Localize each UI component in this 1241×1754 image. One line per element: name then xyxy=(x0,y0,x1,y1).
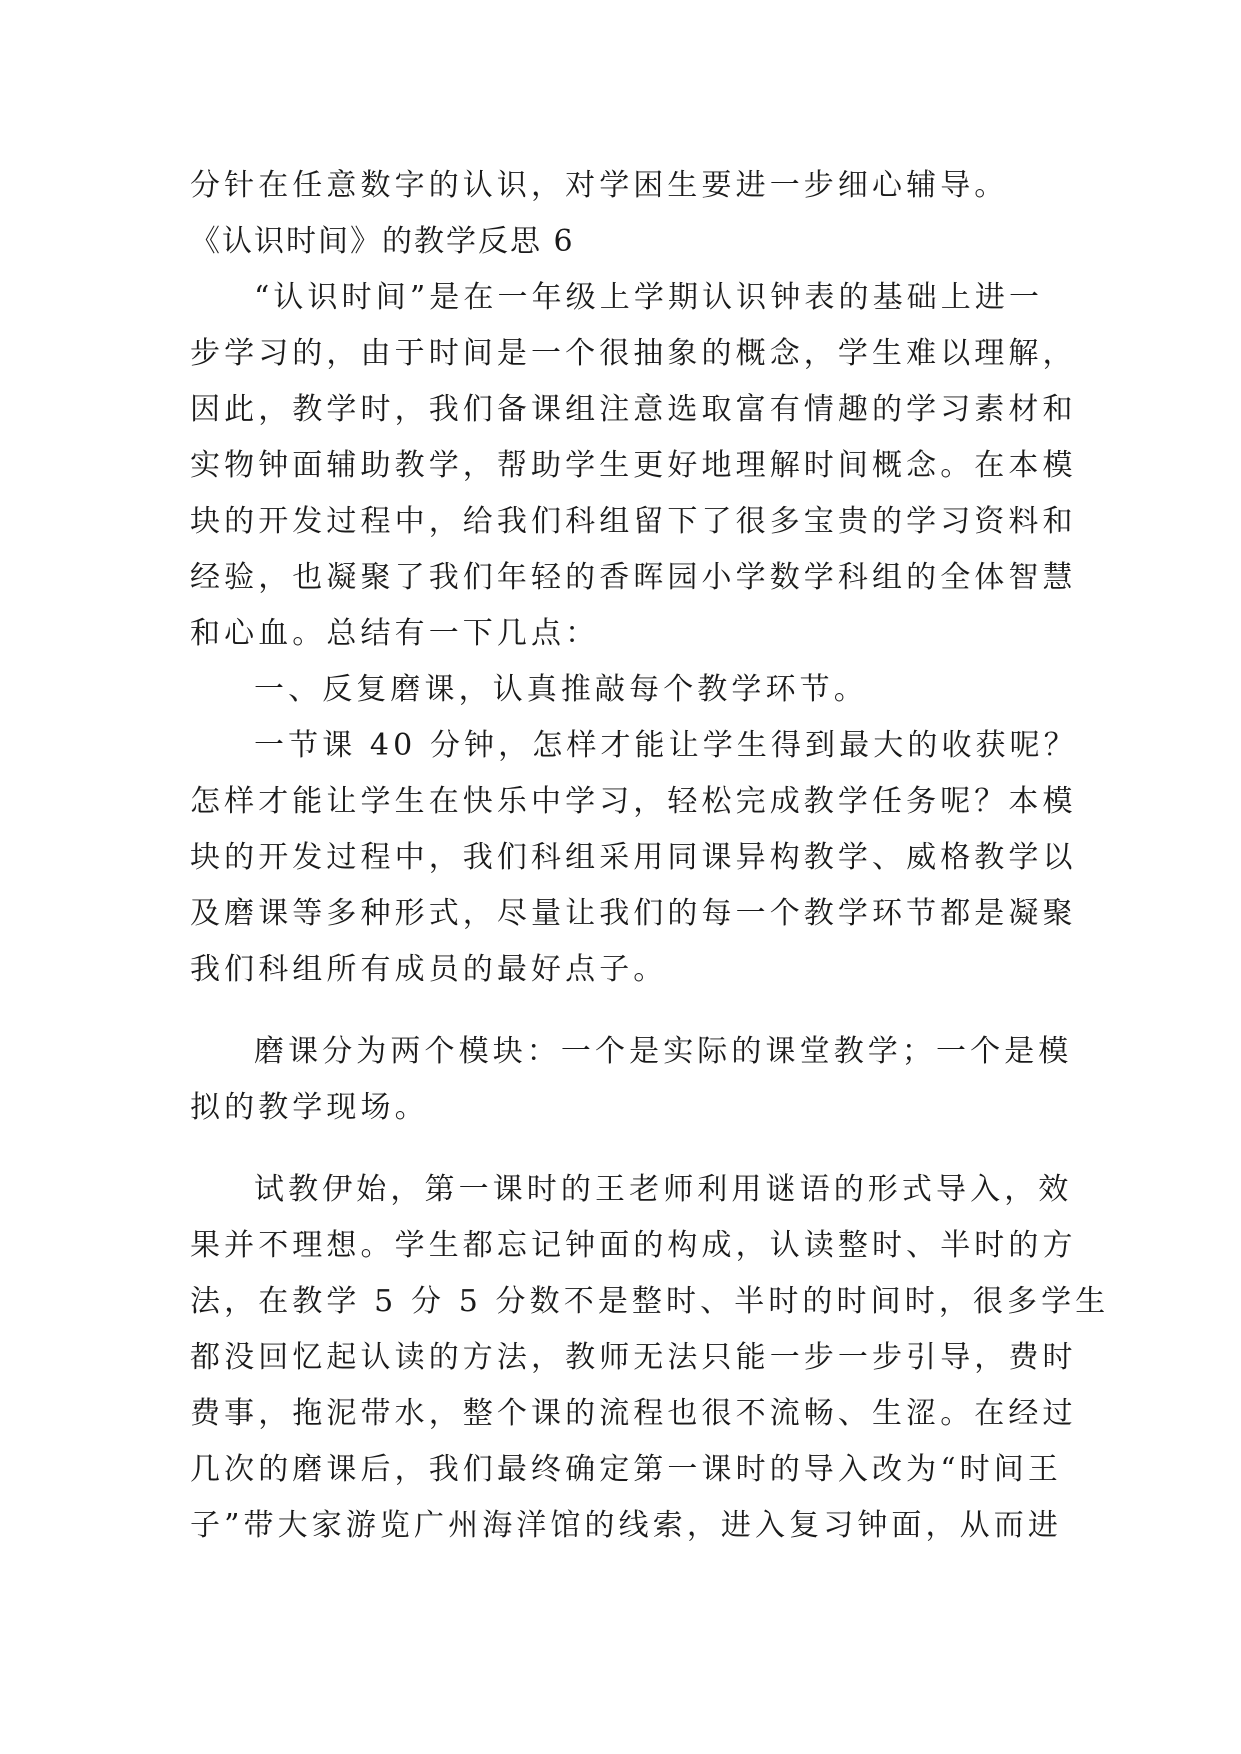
section-heading: 《认识时间》的教学反思 6 xyxy=(190,224,575,259)
text-line: 一、反复磨课，认真推敲每个教学环节。 xyxy=(254,672,868,707)
text-line: 子”带大家游览广州海洋馆的线索，进入复习钟面，从而进 xyxy=(190,1508,1062,1543)
text-line: 实物钟面辅助教学，帮助学生更好地理解时间概念。在本模 xyxy=(190,448,1077,483)
text-line: 磨课分为两个模块：一个是实际的课堂教学；一个是模 xyxy=(254,1034,1073,1069)
text-line: 及磨课等多种形式，尽量让我们的每一个教学环节都是凝聚 xyxy=(190,896,1077,931)
text-line: 我们科组所有成员的最好点子。 xyxy=(190,952,668,987)
text-line: 拟的教学现场。 xyxy=(190,1090,429,1125)
text-line: 步学习的，由于时间是一个很抽象的概念，学生难以理解， xyxy=(190,336,1077,371)
text-line: 经验，也凝聚了我们年轻的香晖园小学数学科组的全体智慧 xyxy=(190,560,1077,595)
text-line: “认识时间”是在一年级上学期认识钟表的基础上进一 xyxy=(254,280,1044,315)
text-line: 果并不理想。学生都忘记钟面的构成，认读整时、半时的方 xyxy=(190,1228,1077,1263)
text-line: 一节课 40 分钟，怎样才能让学生得到最大的收获呢？ xyxy=(254,728,1078,763)
text-line: 块的开发过程中，给我们科组留下了很多宝贵的学习资料和 xyxy=(190,504,1077,539)
text-line: 几次的磨课后，我们最终确定第一课时的导入改为“时间王 xyxy=(190,1452,1062,1487)
text-line: 怎样才能让学生在快乐中学习，轻松完成教学任务呢？本模 xyxy=(190,784,1077,819)
text-line: 和心血。总结有一下几点： xyxy=(190,616,600,651)
text-line: 法，在教学 5 分 5 分数不是整时、半时的时间时，很多学生 xyxy=(190,1284,1110,1319)
text-line: 费事，拖泥带水，整个课的流程也很不流畅、生涩。在经过 xyxy=(190,1396,1077,1431)
text-line: 块的开发过程中，我们科组采用同课异构教学、威格教学以 xyxy=(190,840,1077,875)
text-line: 因此，教学时，我们备课组注意选取富有情趣的学习素材和 xyxy=(190,392,1077,427)
text-line: 分针在任意数字的认识，对学困生要进一步细心辅导。 xyxy=(190,168,1009,203)
text-line: 都没回忆起认读的方法，教师无法只能一步一步引导，费时 xyxy=(190,1340,1077,1375)
text-line: 试教伊始，第一课时的王老师利用谜语的形式导入，效 xyxy=(254,1172,1073,1207)
